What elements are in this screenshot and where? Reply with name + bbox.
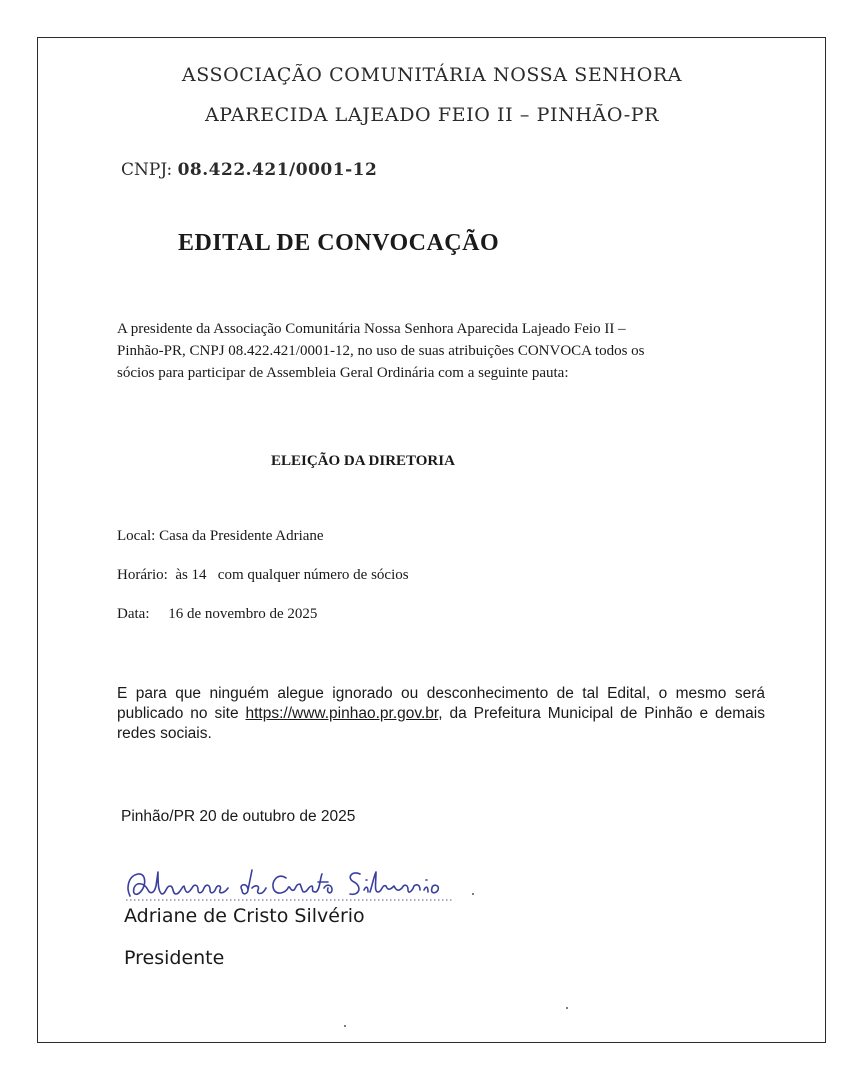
closing-text-end: , da Prefeitura Municipal de Pinhão e demais redes sociais. [117, 705, 765, 742]
meeting-time: Horário: às 14 com qualquer número de sócios [117, 567, 409, 583]
meeting-date: Data: 16 de novembro de 2025 [117, 606, 318, 622]
agenda-item: ELEIÇÃO DA DIRETORIA [271, 453, 455, 469]
signer-name: Adriane de Cristo Silvério [124, 905, 365, 927]
place-and-date: Pinhão/PR 20 de outubro de 2025 [121, 808, 356, 825]
website-link[interactable]: https://www.pinhao.pr.gov.br [245, 705, 439, 722]
cnpj-line [121, 160, 377, 180]
intro-line: A presidente da Associação Comunitária Nossa Senhora Aparecida Lajeado Feio II – [117, 321, 626, 337]
cnpj-number: 08.422.421/0001-12 [177, 160, 378, 180]
association-name-line1: ASSOCIAÇÃO COMUNITÁRIA NOSSA SENHORA [181, 64, 683, 86]
intro-paragraph [117, 318, 769, 384]
association-name-line2: APARECIDA LAJEADO FEIO II – PINHÃO-PR [204, 104, 660, 126]
signer-role: Presidente [124, 947, 225, 969]
closing-text-start: E para que ninguém alegue ignorado ou desconhecimento de tal Edital, o mesmo será publicado no site [117, 685, 765, 722]
cnpj-label: CNPJ: [121, 160, 173, 180]
scan-speck [344, 1025, 346, 1027]
intro-line: sócios para participar de Assembleia Geral Ordinária com a seguinte pauta: [117, 365, 569, 381]
intro-line: Pinhão-PR, CNPJ 08.422.421/0001-12, no uso de suas atribuições CONVOCA todos os [117, 343, 645, 359]
scan-speck [566, 1007, 568, 1009]
closing-paragraph [117, 684, 765, 744]
scan-speck [472, 893, 474, 895]
document-title: EDITAL DE CONVOCAÇÃO [178, 230, 500, 256]
meeting-location: Local: Casa da Presidente Adriane [117, 528, 324, 544]
handwritten-signature [124, 858, 464, 908]
